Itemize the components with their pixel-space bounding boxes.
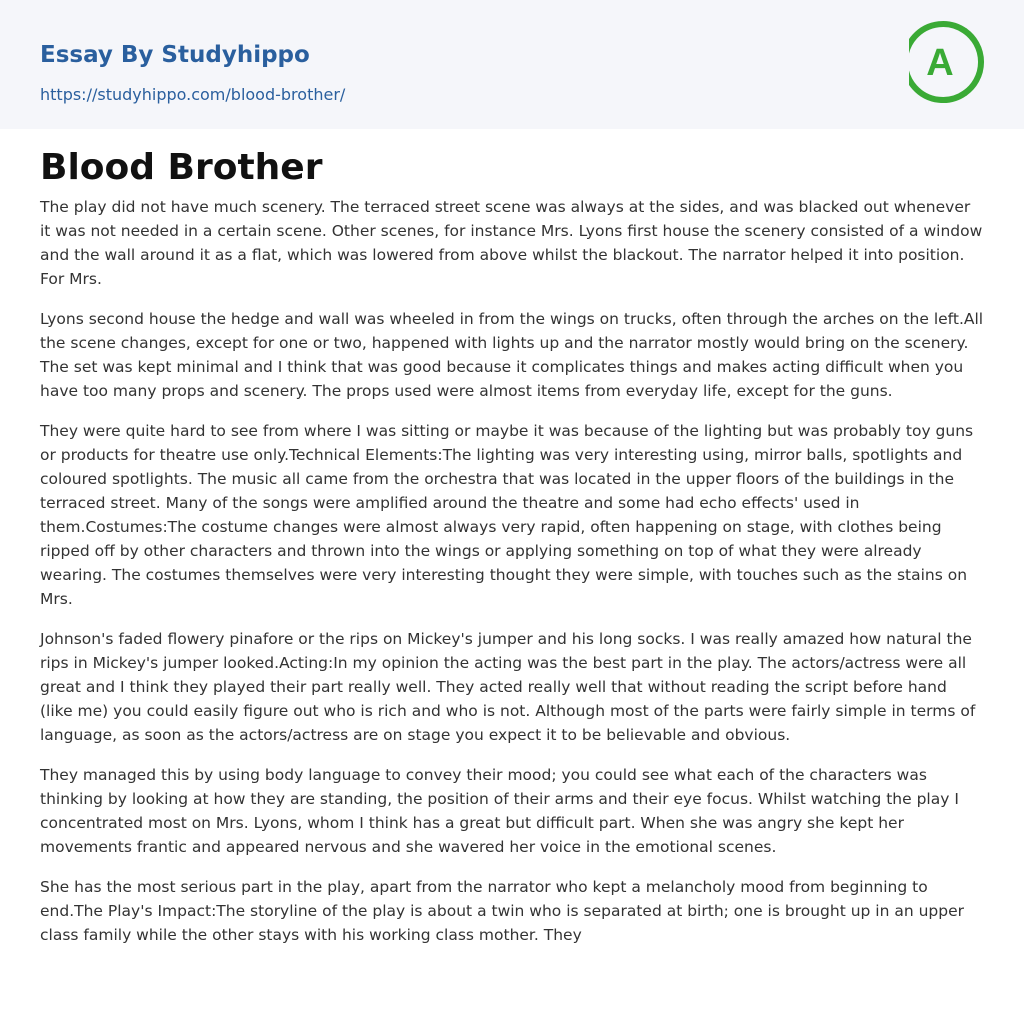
- logo-letter: A: [926, 42, 954, 84]
- paragraph: Johnson's faded flowery pinafore or the rips on Mickey's jumper and his long socks. I was really amazed how natural the rips in Mickey's jumper looked.Acting:In my opinion the acting was the best part in the play. The actors/actress were all great and I think they played their part really well. They acted really well that without reading the script before hand (like me) you could easily figure out who is rich and who is not. Although most of the parts were fairly simple in terms of language, as soon as the actors/actress are on stage you expect it to be believable and obvious.: [40, 630, 976, 744]
- page-title: Blood Brother: [40, 147, 323, 188]
- paragraph: They managed this by using body language to convey their mood; you could see what each of the characters was thinking by looking at how they are standing, the position of their arms and their eye focus. Whilst watching the play I concentrated most on Mrs. Lyons, whom I think has a great but difficult part. When she was angry she kept her movements frantic and appeared nervous and she wavered her voice in the emotional scenes.: [40, 766, 959, 856]
- site-header: [0, 0, 1024, 129]
- paragraph: Lyons second house the hedge and wall was wheeled in from the wings on trucks, often through the arches on the left.All the scene changes, except for one or two, happened with lights up and the narrator mostly would bring on the scenery. The set was kept minimal and I think that was good because it complicates things and makes acting difficult when you have too many props and scenery. The props used were almost items from everyday life, except for the guns.: [40, 310, 984, 400]
- paragraph: The play did not have much scenery. The terraced street scene was always at the sides, and was blacked out whenever it was not needed in a certain scene. Other scenes, for instance Mrs. Lyons first house the scenery consisted of a window and the wall around it as a flat, which was lowered from above whilst the blackout. The narrator helped it into position. For Mrs.: [40, 198, 983, 288]
- article-body: [40, 195, 984, 963]
- paragraph: They were quite hard to see from where I was sitting or maybe it was because of the lighting but was probably toy guns or products for theatre use only.Technical Elements:The lighting was very interesting using, mirror balls, spotlights and coloured spotlights. The music all came from the orchestra that was located in the upper floors of the buildings in the terraced street. Many of the songs were amplified around the theatre and some had echo effects' used in them.Costumes:The costume changes were almost always very rapid, often happening on stage, with clothes being ripped off by other characters and thrown into the wings or applying something on top of what they were already wearing. The costumes themselves were very interesting thought they were simple, with touches such as the stains on Mrs.: [40, 422, 974, 608]
- page-url-link[interactable]: https://studyhippo.com/blood-brother/: [40, 85, 346, 104]
- site-brand[interactable]: Essay By Studyhippo: [40, 42, 310, 68]
- studyhippo-logo-icon[interactable]: [909, 18, 987, 106]
- paragraph: She has the most serious part in the play, apart from the narrator who kept a melancholy mood from beginning to end.The Play's Impact:The storyline of the play is about a twin who is separated at birth; one is brought up in an upper class family while the other stays with his working class mother. They: [40, 878, 965, 944]
